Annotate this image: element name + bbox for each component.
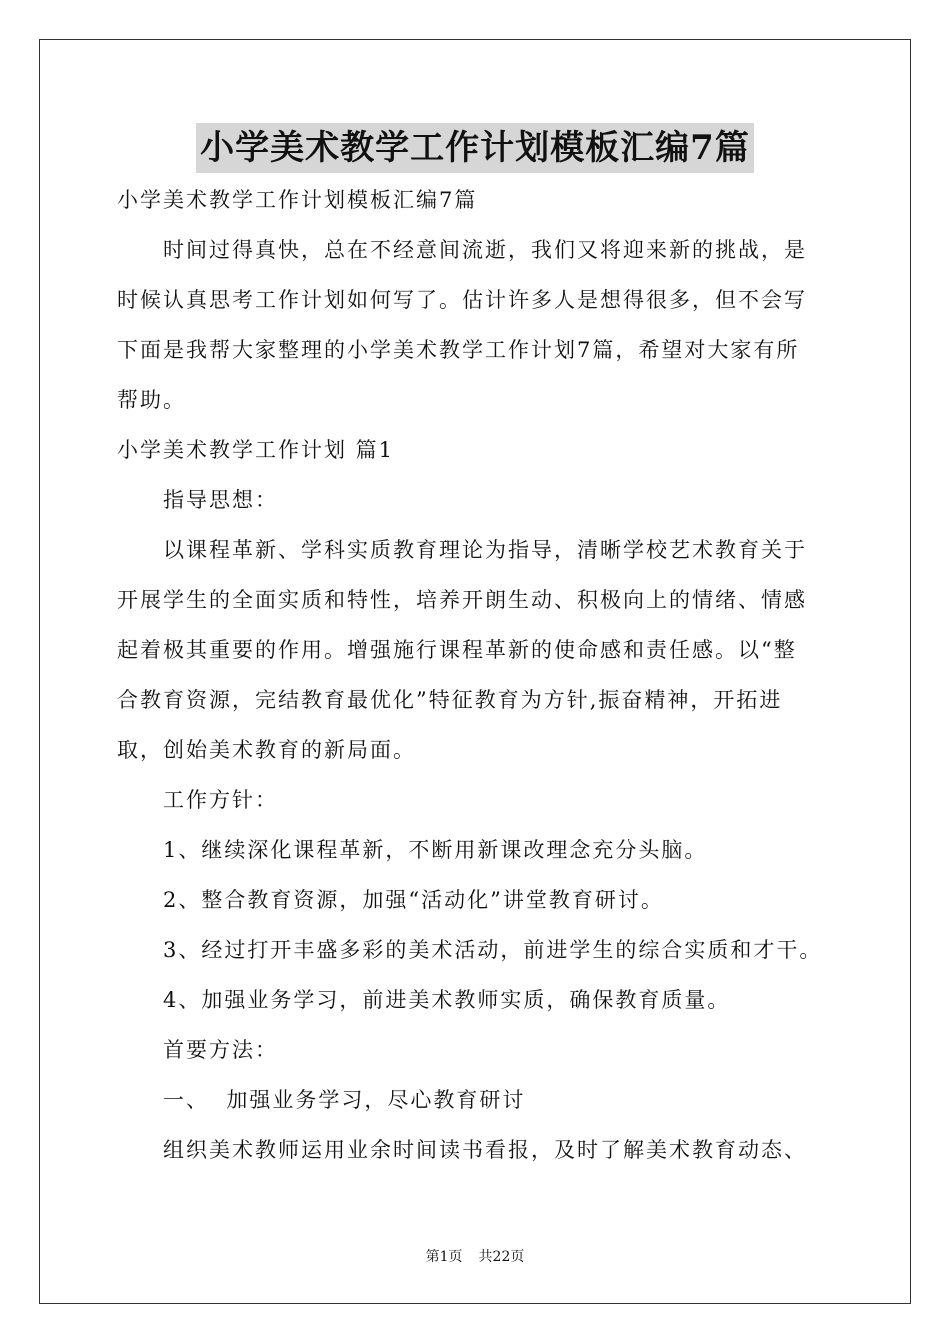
work-label: 工作方针：	[163, 788, 278, 812]
method-item: 一、 加强业务学习，尽心教育研讨	[163, 1088, 526, 1112]
intro-line: 时候认真思考工作计划如何写了。估计许多人是想得很多，但不会写	[117, 288, 807, 312]
method-label: 首要方法：	[163, 1038, 278, 1062]
intro-line: 下面是我帮大家整理的小学美术教学工作计划7篇，希望对大家有所	[117, 338, 800, 362]
work-item: 4、加强业务学习，前进美术教师实质，确保教育质量。	[163, 988, 731, 1012]
intro-line: 时间过得真快，总在不经意间流逝，我们又将迎来新的挑战，是	[163, 238, 807, 262]
page-footer	[0, 1246, 950, 1266]
work-item: 2、整合教育资源，加强“活动化”讲堂教育研讨。	[163, 888, 664, 912]
section-heading: 小学美术教学工作计划 篇1	[117, 438, 395, 462]
page-number: 第1页	[425, 1249, 463, 1265]
document-title: 小学美术教学工作计划模板汇编7篇	[196, 123, 754, 173]
guiding-line: 合教育资源，完结教育最优化”特征教育为方针,振奋精神，开拓进	[117, 688, 783, 712]
work-item: 1、继续深化课程革新，不断用新课改理念充分头脑。	[163, 838, 708, 862]
document-subtitle: 小学美术教学工作计划模板汇编7篇	[117, 188, 478, 212]
work-item: 3、经过打开丰盛多彩的美术活动，前进学生的综合实质和才干。	[163, 938, 823, 962]
guiding-line: 取，创始美术教育的新局面。	[117, 738, 416, 762]
page-total: 共22页	[478, 1249, 525, 1265]
guiding-line: 起着极其重要的作用。增强施行课程革新的使命感和责任感。以“整	[117, 638, 797, 662]
body-line: 组织美术教师运用业余时间读书看报，及时了解美术教育动态、	[163, 1138, 807, 1162]
guiding-line: 以课程革新、学科实质教育理论为指导，清晰学校艺术教育关于	[163, 538, 807, 562]
guiding-line: 开展学生的全面实质和特性，培养开朗生动、积极向上的情绪、情感	[117, 588, 807, 612]
intro-line: 帮助。	[117, 388, 186, 412]
guiding-label: 指导思想：	[163, 488, 278, 512]
page-border	[39, 39, 911, 1304]
